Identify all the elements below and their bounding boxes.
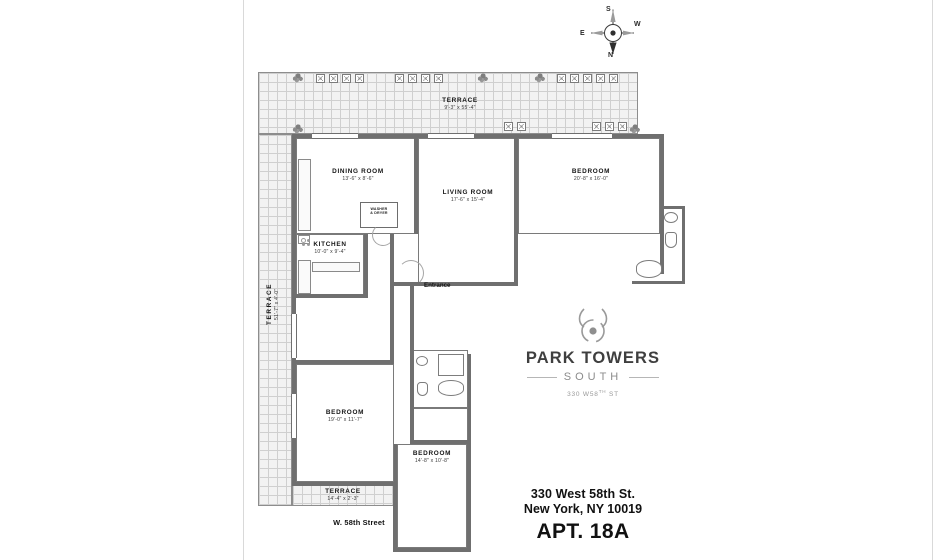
window: [428, 133, 474, 139]
building-logo: [508, 305, 678, 415]
wall-south-lower: [292, 482, 397, 486]
logo-rule-right: [629, 377, 659, 378]
bedroom-ne-label: BEDROOM 20'-8" x 16'-0": [571, 168, 611, 182]
wall-hall-bottom: [296, 294, 368, 298]
compass-rose: [577, 6, 647, 62]
dryer-label: & DRYER: [370, 211, 388, 216]
bedroom-s-label: BEDROOM 14'-8" x 10'-8": [412, 450, 452, 464]
planter-icon: [570, 74, 579, 83]
planter-icon: [592, 122, 601, 131]
park-towers-mark-icon: [564, 305, 622, 347]
kitchen-label: KITCHEN 10'-0" x 9'-4": [313, 241, 347, 255]
logo-rule-left: [527, 377, 557, 378]
washer-label: WASHER: [370, 207, 388, 211]
terrace-west-label: TERRACE 51'-7" x 4'-0": [266, 282, 280, 326]
living-room-label: LIVING ROOM 17'-6" x 15'-4": [442, 189, 494, 203]
shrub-icon: [533, 72, 546, 83]
entrance-label: Entrance: [424, 282, 451, 289]
planter-icon: [596, 74, 605, 83]
kitchen-counter-left: [298, 159, 311, 231]
planter-icon: [504, 122, 513, 131]
shrub-icon: [476, 72, 489, 83]
planter-icon: [355, 74, 364, 83]
kitchen-cooktop-icon: [298, 235, 310, 244]
title-block: [483, 487, 683, 544]
compass-west-label: W: [634, 21, 641, 28]
planter-icon: [421, 74, 430, 83]
window: [552, 133, 612, 139]
planter-icon: [605, 122, 614, 131]
logo-address: [508, 389, 678, 398]
room-bedroom-ne: [518, 138, 660, 234]
wall-hall-right: [410, 284, 414, 444]
sheet-right-rule: [932, 0, 933, 560]
wall-bath-ne-bottom: [632, 281, 685, 284]
room-bath-center-2: [412, 408, 468, 444]
wall-bath-center-bottom: [410, 440, 470, 444]
planter-icon: [329, 74, 338, 83]
sink-icon: [664, 212, 678, 223]
wall-hall-vert: [390, 234, 394, 364]
terrace-north-label: TERRACE 9'-3" x 55'-4": [442, 97, 478, 111]
title-street: 330 West 58th St.: [530, 487, 636, 501]
terrace-south-label: TERRACE 14'-4" x 2'-3": [325, 488, 361, 502]
window: [291, 394, 297, 438]
compass-north-label: N: [608, 52, 614, 59]
kitchen-counter-lower: [298, 260, 311, 294]
toilet-icon: [665, 232, 677, 248]
sink-icon: [416, 356, 428, 366]
planter-icon: [557, 74, 566, 83]
planter-icon: [342, 74, 351, 83]
street-label: W. 58th Street: [333, 518, 385, 527]
logo-mark: [508, 305, 678, 347]
wall-hall-left: [364, 234, 368, 298]
door-swing-icon: [398, 260, 424, 286]
wall-bath-ne-top: [660, 206, 685, 209]
bathtub-icon: [438, 380, 464, 396]
wall-living-right: [514, 138, 518, 286]
logo-address-tail: ST: [606, 391, 619, 399]
toilet-icon: [417, 382, 428, 396]
planter-icon: [583, 74, 592, 83]
kitchen-counter-island: [312, 262, 360, 272]
shrub-icon: [291, 72, 304, 83]
bathtub-icon: [636, 260, 662, 278]
bedroom-sw-label: BEDROOM 19'-0" x 11'-7": [325, 409, 365, 423]
shrub-icon: [291, 123, 304, 134]
wall-bedroom-s-bottom: [393, 548, 471, 552]
title-city: New York, NY 10019: [523, 502, 643, 516]
planter-icon: [395, 74, 404, 83]
wall-east-outer: [660, 134, 664, 274]
compass-south-label: S: [606, 6, 611, 13]
logo-sub: SOUTH: [563, 371, 623, 383]
sheet-left-rule: [243, 0, 244, 560]
room-living: [418, 138, 518, 284]
logo-address-main: 330 W58: [567, 391, 599, 399]
planter-icon: [609, 74, 618, 83]
planter-icon: [316, 74, 325, 83]
dining-room-label: DINING ROOM 13'-6" x 8'-6": [332, 168, 384, 182]
apartment-floorplan: [252, 64, 688, 514]
shrub-icon: [628, 123, 641, 134]
planter-icon: [408, 74, 417, 83]
shower-icon: [438, 354, 464, 376]
logo-brand: PARK TOWERS: [525, 349, 661, 367]
window: [312, 133, 358, 139]
wall-bedroom-sw-top: [296, 360, 394, 364]
logo-sub-row: [508, 371, 678, 383]
wall-dining-divider: [414, 138, 418, 234]
compass-east-label: E: [580, 30, 585, 37]
logo-address-sup: TH: [598, 389, 607, 394]
planter-icon: [618, 122, 627, 131]
window: [291, 314, 297, 358]
title-apartment: APT. 18A: [536, 520, 630, 543]
planter-icon: [517, 122, 526, 131]
wall-bath-ne-right: [682, 206, 685, 284]
planter-icon: [434, 74, 443, 83]
room-dining: [296, 138, 418, 234]
